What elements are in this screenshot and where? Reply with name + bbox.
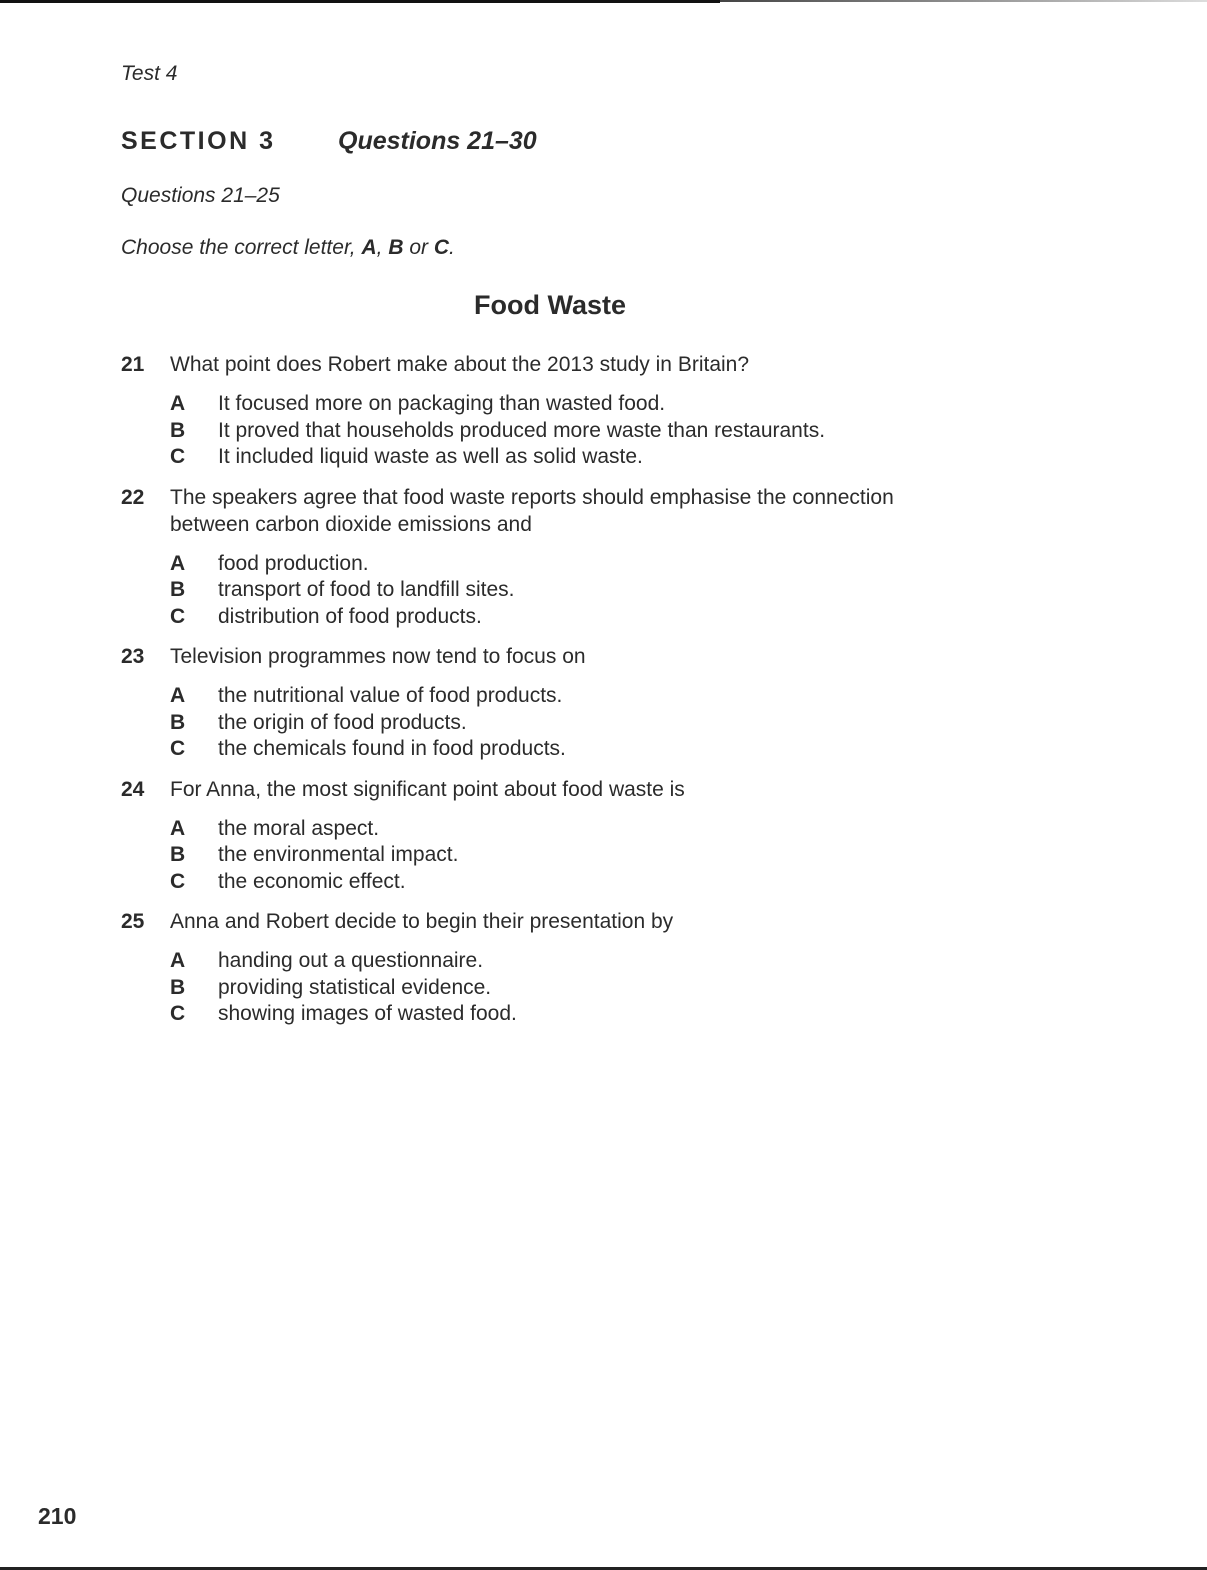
option-text: the economic effect. (218, 869, 406, 893)
running-head: Test 4 (121, 62, 178, 85)
instruction-prefix: Choose the correct letter, (121, 236, 362, 259)
option-letter: C (170, 1002, 186, 1025)
option-text: It focused more on packaging than wasted food. (218, 392, 666, 415)
option-a (170, 683, 941, 710)
option-letter: C (170, 445, 186, 468)
option-letter: B (170, 975, 186, 999)
option-c (170, 604, 941, 631)
option-a (170, 391, 941, 418)
option-letter: A (170, 949, 186, 972)
instruction-sep2: or (403, 236, 434, 259)
option-b (170, 842, 941, 869)
question-text: For Anna, the most significant point about food waste is (170, 777, 685, 801)
option-c (170, 1001, 941, 1028)
instruction (121, 236, 455, 260)
option-letter: A (170, 551, 186, 575)
option-letter: B (170, 418, 186, 442)
option-a (170, 948, 941, 975)
question-number: 22 (121, 485, 145, 509)
top-border-line (0, 0, 720, 3)
option-text: the nutritional value of food products. (218, 684, 563, 707)
option-letter: C (170, 869, 186, 893)
instruction-letter-a: A (361, 236, 377, 259)
instruction-letter-b: B (388, 236, 404, 259)
option-text: It included liquid waste as well as solid waste. (218, 445, 643, 468)
question-text: The speakers agree that food waste reports should emphasise the connection between carbon dioxide emissions and (170, 485, 894, 536)
option-text: the moral aspect. (218, 816, 380, 840)
option-text: showing images of wasted food. (218, 1002, 517, 1025)
option-text: the environmental impact. (218, 843, 459, 866)
question-number: 23 (121, 645, 145, 668)
option-text: providing statistical evidence. (218, 975, 492, 999)
question-number: 25 (121, 910, 145, 933)
section-label: SECTION 3 (121, 127, 276, 155)
option-b (170, 975, 941, 1002)
question-24 (121, 776, 941, 896)
question-25 (121, 908, 941, 1028)
option-text: transport of food to landfill sites. (218, 578, 515, 601)
option-letter: B (170, 710, 186, 734)
option-letter: A (170, 684, 186, 707)
option-text: distribution of food products. (218, 604, 482, 628)
question-21 (121, 351, 941, 471)
option-b (170, 710, 941, 737)
option-text: the chemicals found in food products. (218, 737, 566, 760)
question-text: Anna and Robert decide to begin their presentation by (170, 910, 674, 933)
option-list (170, 683, 941, 763)
option-a (170, 816, 941, 843)
question-text: Television programmes now tend to focus on (170, 645, 586, 668)
option-c (170, 444, 941, 471)
option-letter: B (170, 578, 186, 601)
option-b (170, 418, 941, 445)
question-23 (121, 643, 941, 763)
top-border-fade (720, 0, 1207, 2)
option-letter: A (170, 816, 186, 840)
page-number: 210 (38, 1503, 77, 1529)
question-list (121, 351, 941, 1041)
option-text: the origin of food products. (218, 710, 467, 734)
question-22 (121, 484, 941, 631)
option-c (170, 736, 941, 763)
option-text: food production. (218, 551, 369, 575)
option-text: It proved that households produced more waste than restaurants. (218, 418, 826, 442)
option-b (170, 577, 941, 604)
section-range: Questions 21–30 (338, 127, 537, 155)
option-letter: A (170, 392, 186, 415)
option-a (170, 551, 941, 578)
question-number: 24 (121, 777, 145, 801)
option-letter: C (170, 604, 186, 628)
option-text: handing out a questionnaire. (218, 949, 484, 972)
instruction-letter-c: C (433, 236, 449, 259)
option-list (170, 816, 941, 896)
question-text: What point does Robert make about the 2013 study in Britain? (170, 353, 750, 376)
instruction-sep1: , (376, 236, 389, 259)
question-number: 21 (121, 353, 145, 376)
sub-heading: Questions 21–25 (121, 184, 280, 207)
option-letter: B (170, 843, 186, 866)
option-list (170, 391, 941, 471)
option-letter: C (170, 737, 186, 760)
option-list (170, 551, 941, 631)
option-c (170, 869, 941, 896)
option-list (170, 948, 941, 1028)
section-heading (121, 127, 537, 156)
instruction-suffix: . (449, 236, 455, 259)
page-title: Food Waste (474, 290, 626, 320)
